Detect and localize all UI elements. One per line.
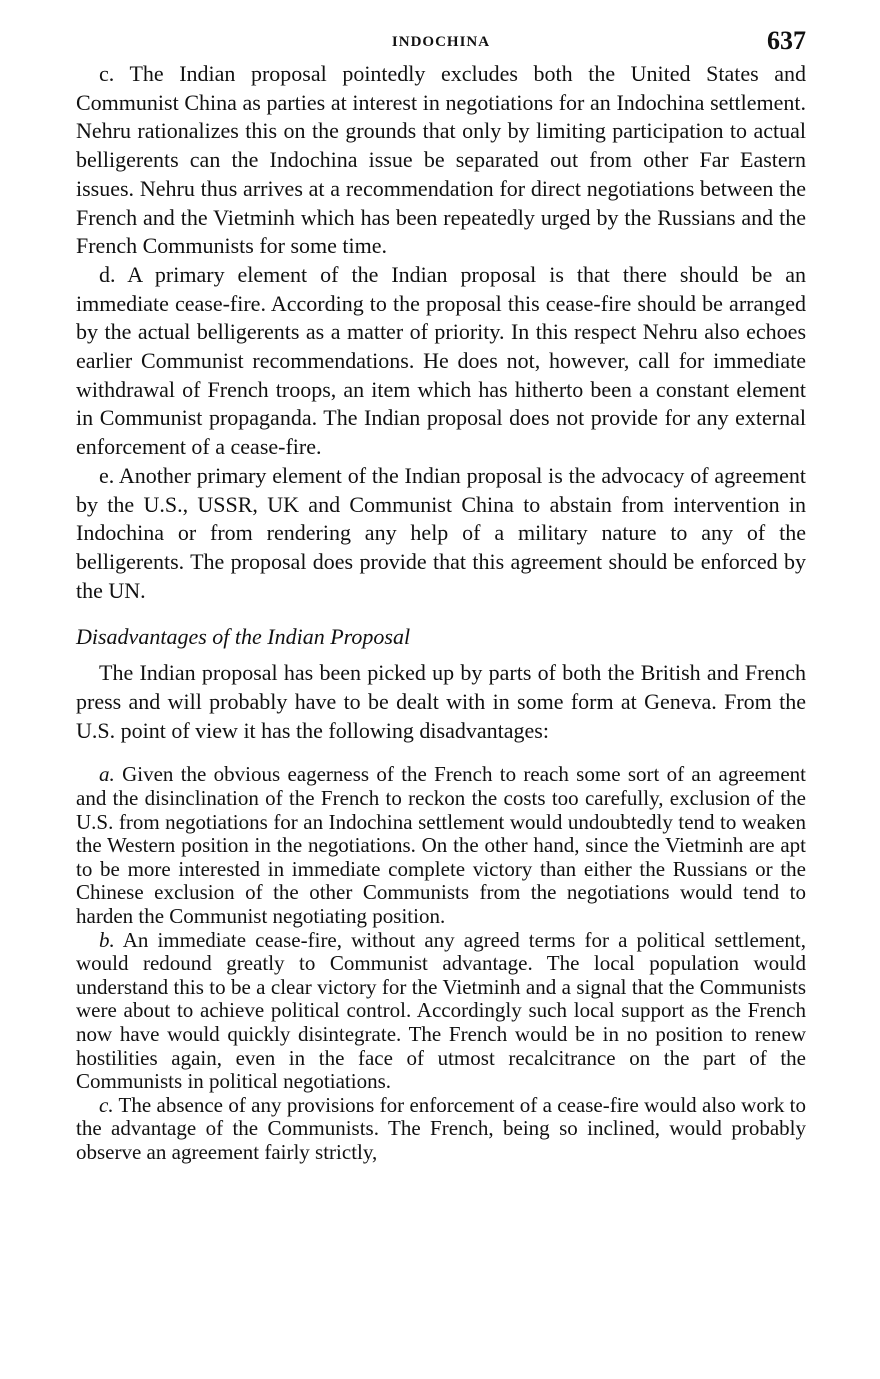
paragraph-d: d. A primary element of the Indian proposal is that there should be an immediate cease-fire. According to the proposal this cease-fire should be arranged by the actual belligerents as a matter of priority. In this respect Nehru also echoes earlier Communist recommendations. He does not, however, call for immediate withdrawal of French troops, an item which has hitherto been a constant element in Communist propaganda. The Indian proposal does not provide for any external enforcement of a cease-fire. bbox=[76, 261, 806, 460]
paragraph-c: c. The Indian proposal pointedly excludes both the United States and Communist China as parties at interest in negotiations for an Indochina settlement. Nehru rationalizes this on the grounds that only by limiting participation to actual belligerents can the Indochina issue be separated out from other Far Eastern issues. Nehru thus arrives at a recommendation for direct negotiations between the French and the Vietminh which has been repeatedly urged by the Russians and the French Communists for some time. bbox=[76, 61, 806, 259]
section-heading: Disadvantages of the Indian Proposal bbox=[76, 624, 411, 650]
item-text: The absence of any provisions for enforcement of a cease-fire would also work to the advantage of the Communists. The French, being so inclined, would probably observe an agreement fairly strictly, bbox=[76, 1092, 807, 1164]
item-marker: b. bbox=[99, 927, 115, 952]
item-text: An immediate cease-fire, without any agreed terms for a political settlement, would redound greatly to Communist advantage. The local population would understand this to be a clear victory for the Vietminh and a signal that the Communists were about to achieve political control. Accordingly such local support as the French now have would quickly disintegrate. The French would be in no position to renew hostilities again, even in the face of utmost recalcitrance on the part of the Communists in political negotiations. bbox=[76, 927, 807, 1094]
running-title: INDOCHINA bbox=[391, 34, 491, 50]
disadvantage-item-a bbox=[76, 763, 806, 928]
item-text: Given the obvious eagerness of the French to reach some sort of an agreement and the disinclination of the French to reckon the costs too carefully, exclusion of the U.S. from negotiations for an Indochina settlement would undoubtedly tend to weaken the Western position in the negotiations. On the other hand, since the Vietminh are apt to be more interested in immediate complete victory than either the Russians or the Chinese exclusion of the other Communists from the negotiations would tend to harden the Communist negotiating position. bbox=[76, 762, 806, 929]
disadvantage-item-c bbox=[76, 1094, 806, 1165]
running-header bbox=[76, 26, 806, 60]
document-page bbox=[76, 26, 806, 1165]
section-intro: The Indian proposal has been picked up by parts of both the British and French press and will probably have to be dealt with in some form at Geneva. From the U.S. point of view it has the following disadvantages: bbox=[76, 660, 806, 743]
disadvantage-item-b bbox=[76, 929, 806, 1094]
item-marker: a. bbox=[99, 762, 115, 787]
item-marker: c. bbox=[99, 1092, 114, 1117]
page-number: 637 bbox=[767, 26, 806, 55]
paragraph-e: e. Another primary element of the Indian proposal is the advocacy of agreement by the U.S., USSR, UK and Communist China to abstain from intervention in Indochina or from rendering any help of a military nature to any of the belligerents. The proposal does provide that this agreement should be enforced by the UN. bbox=[76, 462, 806, 603]
